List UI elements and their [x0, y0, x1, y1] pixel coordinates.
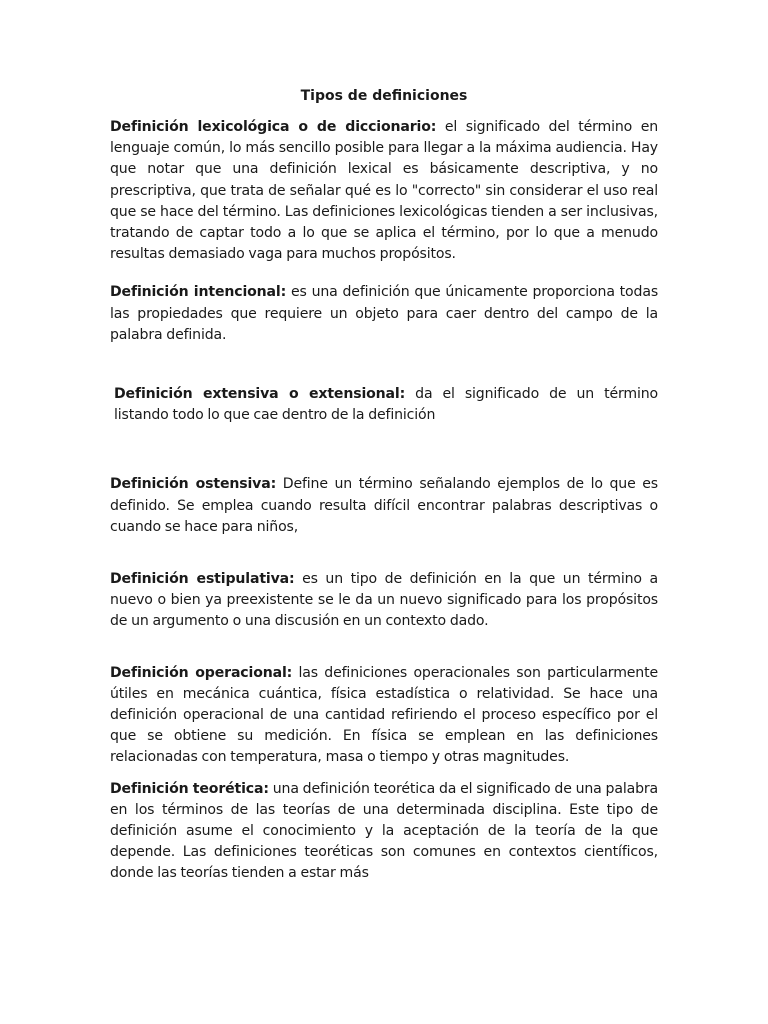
paragraph-body: las definiciones operacionales son particularmente útiles en mecánica cuántica, física estadística o relatividad. Se hace una definición operacional de una cantidad refiriendo el proceso específico por el que se obtiene su medición. En física se emplean en las definiciones relacionadas con temperatura, masa o tiempo y otras magnitudes. — [110, 664, 658, 766]
paragraph-body: es una definición que únicamente proporciona todas las propiedades que requiere un objeto para caer dentro del campo de la palabra definida. — [110, 284, 659, 343]
term-separator: : — [263, 780, 269, 797]
term-heading: Definición estipulativa: — [110, 571, 295, 588]
document-page — [110, 86, 658, 885]
paragraph-body: el significado del término en lenguaje común, lo más sencillo posible para llegar a la máxima audiencia. Hay que notar que una definición lexical es básicamente descriptiva, y no prescriptiva, que trata de señalar qué es lo "correcto" sin considerar el uso real que se hace del término. Las definiciones lexicológicas tienden a ser inclusivas, tratando de captar todo a lo que se aplica el término, por lo que a menudo resultas demasiado vaga para muchos propósitos. — [110, 119, 658, 263]
term-separator: : — [430, 119, 437, 135]
paragraph-definicion-teoretica — [110, 779, 658, 885]
paragraph-definicion-lexicologica — [110, 117, 658, 265]
term-separator: : — [270, 476, 277, 493]
paragraph-definicion-estipulativa — [110, 569, 658, 633]
term-separator: : — [399, 386, 406, 403]
paragraph-definicion-operacional — [110, 663, 658, 769]
paragraph-body: es un tipo de definición en la que un término a nuevo o bien ya preexistente se le da un nuevo significado para los propósitos de un argumento o una discusión en un contexto dado. — [110, 571, 658, 630]
paragraph-definicion-extensiva — [110, 384, 658, 426]
term-heading: Definición intencional — [110, 284, 281, 301]
term-heading: Definición lexicológica o de diccionario — [110, 119, 431, 135]
term-heading: Definición teorética — [110, 780, 264, 797]
paragraph-definicion-ostensiva — [110, 474, 658, 538]
term-heading: Definición operacional — [110, 664, 287, 681]
document-title: Tipos de definiciones — [300, 88, 468, 104]
term-separator: : — [286, 664, 293, 681]
term-heading: Definición ostensiva — [110, 476, 271, 493]
paragraph-body: una definición teorética da el significado de una palabra en los términos de las teorías de una determinada disciplina. Este tipo de definición asume el conocimiento y la aceptación de la teoría de la que depende. Las definiciones teoréticas son comunes en contextos científicos, donde las teorías tienden a estar más — [110, 780, 658, 882]
paragraph-definicion-intencional — [110, 282, 658, 346]
paragraph-body: da el significado de un término listando todo lo que cae dentro de la definición — [114, 386, 658, 424]
term-heading: Definición extensiva o extensional — [114, 386, 400, 403]
paragraph-body: Define un término señalando ejemplos de lo que es definido. Se emplea cuando resulta difícil encontrar palabras descriptivas o cuando se hace para niños, — [110, 476, 658, 535]
term-separator: : — [280, 284, 287, 301]
